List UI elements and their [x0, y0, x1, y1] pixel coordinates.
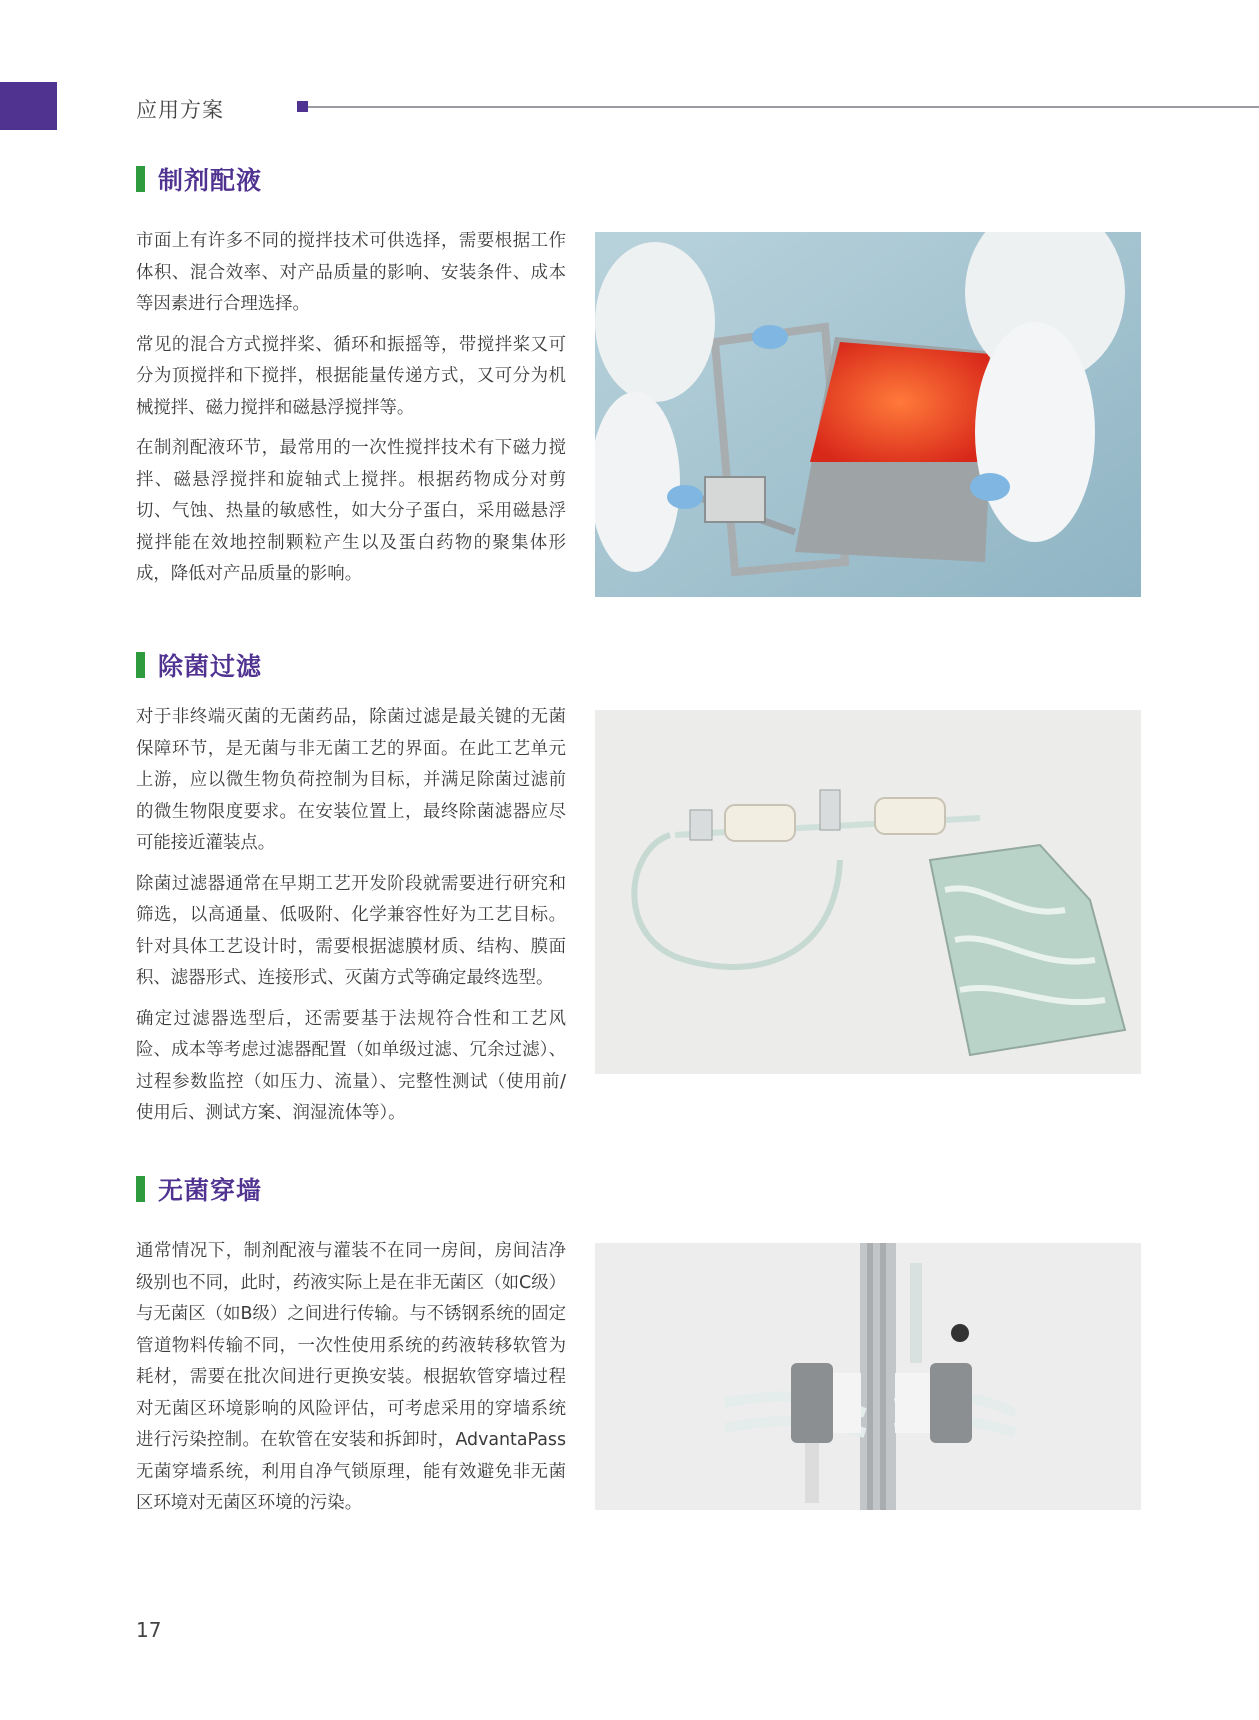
- section-text-formulation: [136, 226, 566, 600]
- section-title-bar: [136, 166, 145, 192]
- header-rule: [308, 106, 1259, 108]
- section-title-bar: [136, 652, 145, 678]
- section-title-bar: [136, 1176, 145, 1202]
- paragraph: 在制剂配液环节，最常用的一次性搅拌技术有下磁力搅拌、磁悬浮搅拌和旋轴式上搅拌。根据药物成分对剪切、气蚀、热量的敏感性，如大分子蛋白，采用磁悬浮搅拌能在效地控制颗粒产生以及蛋白药物的聚集体形成，降低对产品质量的影响。: [136, 438, 566, 584]
- section-title-text: 除菌过滤: [158, 652, 263, 681]
- paragraph: 常见的混合方式搅拌桨、循环和振摇等，带搅拌桨又可分为顶搅拌和下搅拌，根据能量传递方式，又可分为机械搅拌、磁力搅拌和磁悬浮搅拌等。: [136, 334, 566, 418]
- section-title-text: 制剂配液: [158, 166, 263, 195]
- paragraph: 市面上有许多不同的搅拌技术可供选择，需要根据工作体积、混合效率、对产品质量的影响、安装条件、成本等因素进行合理选择。: [136, 231, 566, 314]
- header-square-marker: [297, 101, 308, 112]
- section-title-text: 无菌穿墙: [158, 1176, 263, 1205]
- photo-filter-assembly: [595, 710, 1141, 1074]
- paragraph: 对于非终端灭菌的无菌药品，除菌过滤是最关键的无菌保障环节，是无菌与非无菌工艺的界面。在此工艺单元上游，应以微生物负荷控制为目标，并满足除菌过滤前的微生物限度要求。在安装位置上，最终除菌滤器应尽可能接近灌装点。: [136, 707, 566, 853]
- paragraph: 除菌过滤器通常在早期工艺开发阶段就需要进行研究和筛选，以高通量、低吸附、化学兼容性好为工艺目标。针对具体工艺设计时，需要根据滤膜材质、结构、膜面积、滤器形式、连接形式、灭菌方式等确定最终选型。: [136, 873, 566, 988]
- photo-mixing-tank: [595, 232, 1141, 597]
- section-text-aseptic-wall-pass: [136, 1236, 566, 1529]
- section-title-formulation: [136, 162, 262, 196]
- paragraph: 确定过滤器选型后，还需要基于法规符合性和工艺风险、成本等考虑过滤器配置（如单级过滤、冗余过滤）、过程参数监控（如压力、流量）、完整性测试（使用前/使用后、测试方案、润湿流体等）。: [136, 1008, 566, 1123]
- header-label: 应用方案: [136, 98, 224, 122]
- photo-wall-pass-system: [595, 1243, 1141, 1510]
- header-tab-block: [0, 82, 57, 130]
- paragraph: 通常情况下，制剂配液与灌装不在同一房间，房间洁净级别也不同，此时，药液实际上是在非无菌区（如C级）与无菌区（如B级）之间进行传输。与不锈钢系统的固定管道物料传输不同，一次性使用系统的药液转移软管为耗材，需要在批次间进行更换安装。根据软管穿墙过程对无菌区环境影响的风险评估，可考虑采用的穿墙系统进行污染控制。在软管在安装和拆卸时，AdvantaPass无菌穿墙系统，利用自净气锁原理，能有效避免非无菌区环境对无菌区环境的污染。: [136, 1241, 566, 1513]
- section-text-sterile-filtration: [136, 702, 566, 1139]
- page-number: 17: [136, 1618, 162, 1642]
- section-title-sterile-filtration: [136, 648, 262, 682]
- section-title-aseptic-wall-pass: [136, 1172, 262, 1206]
